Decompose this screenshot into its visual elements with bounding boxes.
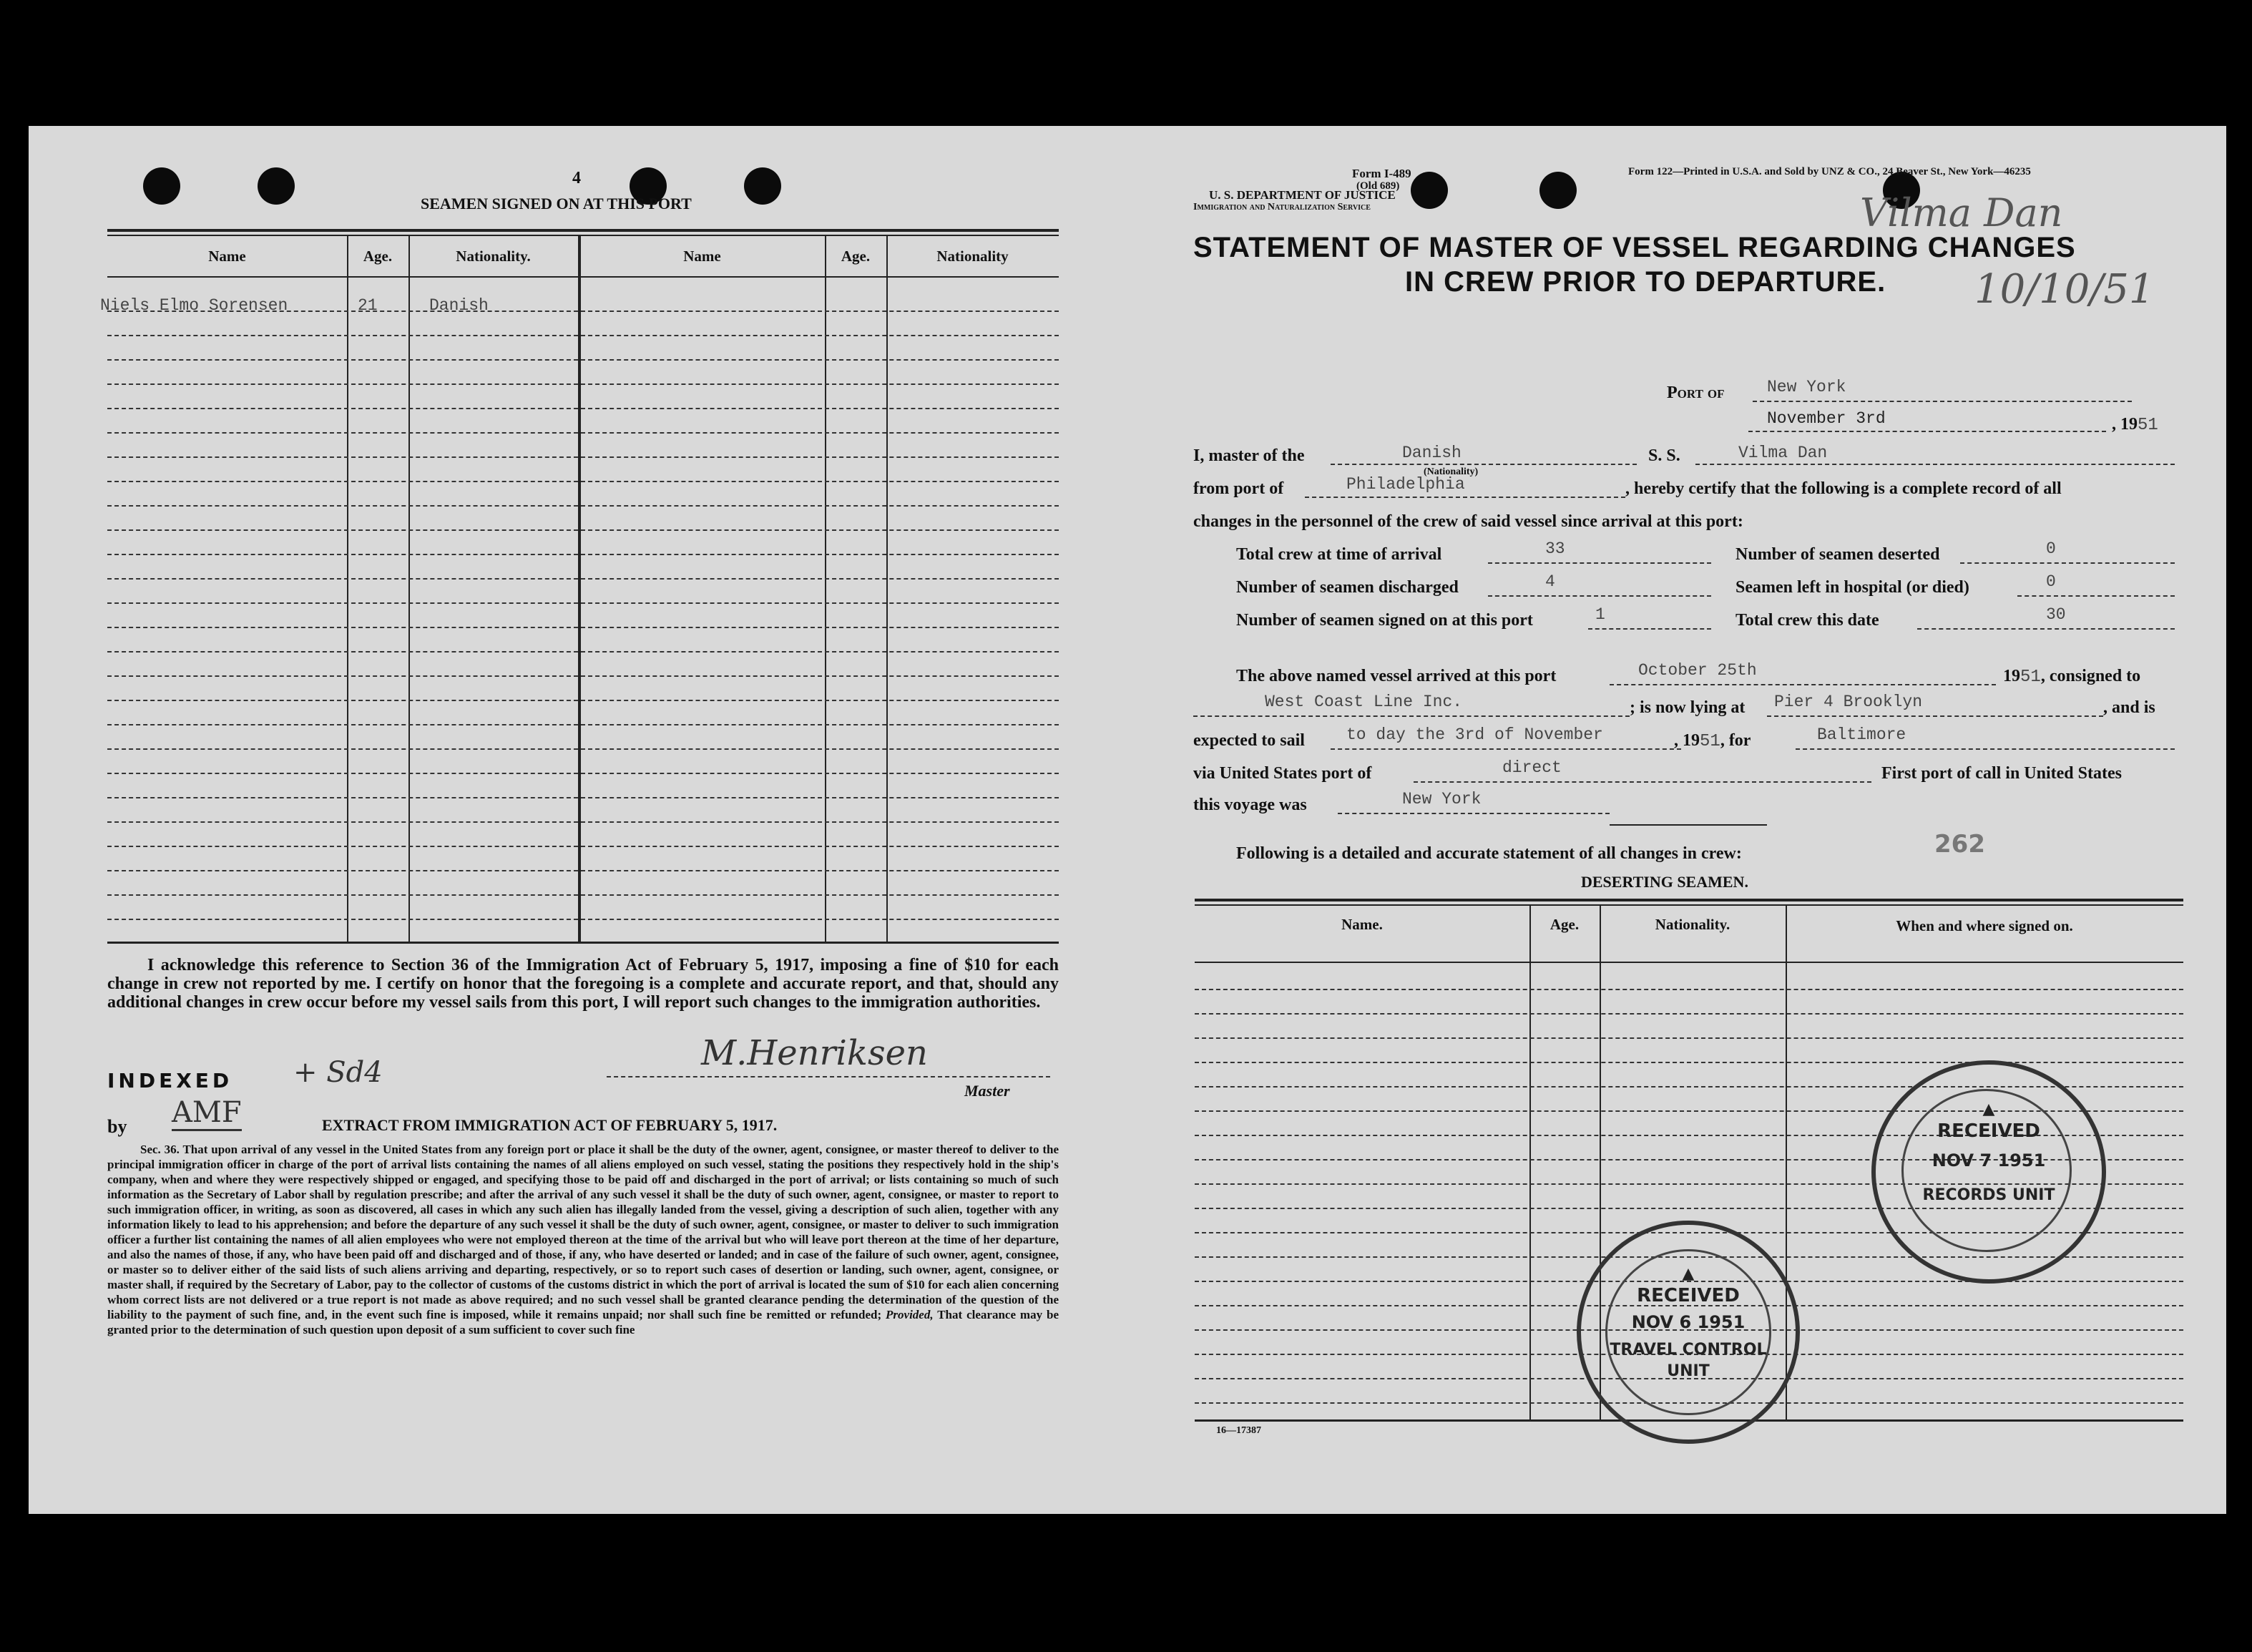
port-of-line bbox=[1753, 401, 2132, 402]
signed-on-label: Number of seamen signed on at this port bbox=[1236, 611, 1533, 630]
arrived-year: 1951, consigned to bbox=[2003, 667, 2141, 687]
by-label: by bbox=[107, 1116, 127, 1137]
stamp-arrow-icon: ▲ bbox=[1682, 1265, 1695, 1283]
sec-label: Sec. 36. bbox=[140, 1143, 180, 1156]
table-bottom-rule bbox=[107, 942, 1059, 944]
this-voyage-label: this voyage was bbox=[1193, 796, 1307, 814]
total-this-date-label: Total crew this date bbox=[1735, 611, 1879, 630]
ruled-row-line bbox=[107, 748, 1059, 750]
ruled-row-line bbox=[107, 651, 1059, 653]
stamp-received: RECEIVED bbox=[1637, 1285, 1740, 1306]
via-label: via United States port of bbox=[1193, 764, 1372, 783]
short-rule bbox=[1610, 824, 1767, 826]
punch-hole bbox=[258, 167, 295, 205]
handwritten-vessel: Vilma Dan bbox=[1860, 190, 2063, 235]
table-row-age: 21 bbox=[358, 296, 378, 315]
ruled-row-line bbox=[107, 602, 1059, 604]
nationality-value: Danish bbox=[1402, 444, 1462, 462]
hospital-label: Seamen left in hospital (or died) bbox=[1735, 578, 1969, 597]
stamp-date: NOV 6 1951 bbox=[1631, 1312, 1746, 1332]
ruled-row-line bbox=[107, 627, 1059, 628]
stamp-number: 262 bbox=[1934, 830, 1985, 859]
by-initials: AMF bbox=[172, 1096, 242, 1131]
ruled-row-line bbox=[107, 529, 1059, 531]
consignee-line bbox=[1193, 715, 1630, 717]
ruled-row-line bbox=[107, 554, 1059, 555]
this-voyage-value: New York bbox=[1402, 790, 1482, 808]
from-port-value: Philadelphia bbox=[1346, 475, 1465, 494]
col-header-when-where: When and where signed on. bbox=[1896, 917, 2073, 934]
count-line bbox=[1488, 595, 1711, 597]
for-line bbox=[1796, 748, 2175, 750]
extract-text bbox=[107, 1142, 1059, 1337]
stamp-unit-name: RECORDS UNIT bbox=[1922, 1186, 2055, 1204]
table-row-name: Niels Elmo Sorensen bbox=[100, 296, 288, 315]
total-crew-arrival-value: 33 bbox=[1545, 539, 1565, 558]
footer-code: 16—17387 bbox=[1216, 1425, 1261, 1436]
ruled-row-line bbox=[107, 919, 1059, 920]
column-divider bbox=[825, 235, 826, 942]
column-divider bbox=[578, 235, 581, 942]
expected-value: to day the 3rd of November bbox=[1346, 725, 1603, 744]
ruled-row-line bbox=[107, 773, 1059, 774]
lying-label: ; is now lying at bbox=[1630, 698, 1746, 717]
lying-line bbox=[1767, 715, 2103, 717]
table-header-rule bbox=[107, 276, 1059, 278]
ruled-row-line bbox=[1195, 989, 2183, 990]
deserting-header: DESERTING SEAMEN. bbox=[1581, 873, 1748, 891]
discharged-value: 4 bbox=[1545, 572, 1555, 591]
page-number: 4 bbox=[572, 169, 581, 187]
count-line bbox=[1960, 562, 2175, 564]
stamp-received: RECEIVED bbox=[1937, 1120, 2040, 1142]
nationality-line bbox=[1331, 464, 1637, 465]
printer-line: Form 122—Printed in U.S.A. and Sold by UNZ & CO., 24 Beaver St., New York—46235 bbox=[1628, 166, 2031, 177]
form-title bbox=[1193, 230, 2188, 299]
expected-year-value: 51 bbox=[1700, 732, 1720, 751]
from-port-label: from port of bbox=[1193, 479, 1284, 498]
ruled-row-line bbox=[107, 359, 1059, 361]
ruled-row-line bbox=[107, 578, 1059, 580]
arrived-line bbox=[1610, 684, 1996, 685]
consigned-label: , consigned to bbox=[2040, 667, 2141, 685]
for-label: , for bbox=[1720, 731, 1751, 750]
table-top-rule bbox=[1195, 904, 2183, 906]
lying-value: Pier 4 Brooklyn bbox=[1774, 693, 1923, 711]
signature-line bbox=[607, 1076, 1050, 1077]
ruled-row-line bbox=[107, 675, 1059, 677]
ruled-row-line bbox=[107, 432, 1059, 434]
count-line bbox=[2017, 595, 2175, 597]
from-port-line bbox=[1305, 497, 1625, 498]
received-stamp-travel-control bbox=[1577, 1221, 1800, 1444]
year-prefix-text: 19 bbox=[2120, 415, 2138, 434]
ss-label: S. S. bbox=[1648, 446, 1680, 465]
col-header-name: Name. bbox=[1341, 916, 1383, 933]
document-sheet bbox=[29, 126, 2226, 1514]
punch-hole bbox=[744, 167, 781, 205]
column-divider bbox=[886, 235, 888, 942]
table-top-rule bbox=[107, 229, 1059, 232]
year-prefix: , 1951 bbox=[2112, 415, 2158, 435]
acknowledgement-text: I acknowledge this reference to Section 36 of the Immigration Act of February 5, 1917, imposing a fine of $10 for each change in crew not reported by me. I certify on honor that the foregoing is a complete and accurate report, and that, should any additional changes in crew occur before my vessel sails from this port, I will report such changes to the immigration authorities. bbox=[107, 956, 1059, 1012]
ruled-row-line bbox=[107, 846, 1059, 847]
col-header-age: Age. bbox=[841, 248, 871, 265]
arrived-label: The above named vessel arrived at this port bbox=[1236, 667, 1557, 685]
indexed-note: + Sd4 bbox=[293, 1056, 383, 1089]
table-row-nationality: Danish bbox=[429, 296, 489, 315]
ruled-row-line bbox=[107, 894, 1059, 896]
ss-line bbox=[1695, 464, 2175, 465]
sec-tail: That clearance may be granted prior to the determination of such question upon deposit of a sum sufficient to cover such fine bbox=[107, 1308, 1059, 1336]
deserted-label: Number of seamen deserted bbox=[1735, 545, 1940, 564]
stamp-arrow-icon: ▲ bbox=[1982, 1100, 1995, 1118]
ruled-row-line bbox=[1195, 1013, 2183, 1015]
ruled-row-line bbox=[107, 505, 1059, 507]
form-number: Form I-489 bbox=[1352, 167, 1411, 180]
this-voyage-line bbox=[1338, 813, 1610, 814]
master-signature: M.Henriksen bbox=[701, 1033, 928, 1073]
ruled-row-line bbox=[107, 481, 1059, 482]
count-line bbox=[1488, 562, 1711, 564]
expected-year: , 1951, for bbox=[1674, 731, 1751, 751]
expected-line bbox=[1331, 748, 1681, 750]
expected-label: expected to sail bbox=[1193, 731, 1305, 750]
punch-hole bbox=[143, 167, 180, 205]
discharged-label: Number of seamen discharged bbox=[1236, 578, 1459, 597]
col-header-name: Name bbox=[683, 248, 721, 265]
port-of-label: Port of bbox=[1667, 383, 1725, 402]
certify-text: , hereby certify that the following is a complete record of all bbox=[1625, 479, 2062, 498]
first-port-label: First port of call in United States bbox=[1881, 764, 2122, 783]
table-header-rule bbox=[1195, 962, 2183, 963]
ruled-row-line bbox=[107, 383, 1059, 385]
extract-title: EXTRACT FROM IMMIGRATION ACT OF FEBRUARY 5, 1917. bbox=[322, 1116, 778, 1134]
hospital-value: 0 bbox=[2046, 572, 2056, 591]
column-divider bbox=[347, 235, 348, 942]
port-of-value: New York bbox=[1767, 378, 1846, 396]
for-value: Baltimore bbox=[1817, 725, 1906, 744]
ruled-row-line bbox=[1195, 1037, 2183, 1039]
ruled-row-line bbox=[107, 408, 1059, 409]
arrived-year-value: 51 bbox=[2020, 668, 2041, 687]
column-divider bbox=[1529, 904, 1531, 1419]
service: Immigration and Naturalization Service bbox=[1193, 202, 1371, 212]
ruled-row-line bbox=[1195, 1062, 2183, 1063]
form-title-line1: STATEMENT OF MASTER OF VESSEL REGARDING CHANGES bbox=[1193, 232, 2076, 263]
following-text: Following is a detailed and accurate statement of all changes in crew: bbox=[1236, 844, 1742, 863]
stamp-date: NOV 7 1951 bbox=[1932, 1150, 2046, 1170]
left-section-header: SEAMEN SIGNED ON AT THIS PORT bbox=[421, 195, 692, 212]
col-header-nationality: Nationality. bbox=[1655, 916, 1730, 933]
master-label: Master bbox=[964, 1082, 1010, 1100]
deserted-value: 0 bbox=[2046, 539, 2056, 558]
ruled-row-line bbox=[107, 335, 1059, 336]
and-is: , and is bbox=[2103, 698, 2155, 717]
sec-body: That upon arrival of any vessel in the United States from any foreign port or place it shall be the duty of the owner, agent, consignee, or master thereof to deliver to the principal immigration officer in charge of the port of arrival lists containing the names of all aliens employed on such vessel, stating the positions they respectively hold in the ship's company, when and where they were respectively shipped or engaged, and specifying those to be paid off and discharged in the port of arrival; or lists containing so much of such information as the Secretary of Labor shall by regulation prescribe; and after the arrival of any such vessel it shall be the duty of such owner, agent, consignee, or master to report to such immigration officer, in writing, as soon as discovered, all cases in which any such alien has illegally landed from the vessel, giving a description of such alien, together with any information likely to lead to his apprehension; and before the departure of any such vessel it shall be the duty of such owner, agent, consignee, or master to deliver to such immigration officer a further list containing the names of all alien employees who were not employed thereon at the time of the arrival but who will leave port thereon at the time of her departure, and also the names of those, if any, who have been paid off and discharged and of those, if any, who have deserted or landed; and in case of the failure of such owner, agent, consignee, or master so to deliver either of the said lists of such aliens arriving and departing, respectively, or so to report such cases of desertion or landing, such owner, agent, consignee, or master shall, if required by the Secretary of Labor, pay to the collector of customs of the customs district in which the port of arrival is located the sum of $10 for each alien concerning whom correct lists are not delivered or a true report is not made as above required; and no such vessel shall be granted clearance pending the determination of the question of the liability to the payment of such fine, and, in the event such fine is imposed, while it remains unpaid; nor shall such fine be remitted or refunded; bbox=[107, 1143, 1059, 1321]
ruled-row-line bbox=[107, 821, 1059, 823]
year-value: 51 bbox=[2138, 416, 2158, 435]
indexed-stamp: INDEXED bbox=[107, 1069, 233, 1093]
received-stamp-records-unit bbox=[1871, 1060, 2106, 1284]
count-line bbox=[1588, 628, 1711, 630]
via-line bbox=[1414, 781, 1871, 783]
ruled-row-line bbox=[107, 724, 1059, 725]
nationality-caption: (Nationality) bbox=[1424, 466, 1479, 477]
department: U. S. DEPARTMENT OF JUSTICE bbox=[1209, 188, 1396, 202]
date-value: November 3rd bbox=[1767, 409, 1886, 428]
ruled-row-line bbox=[107, 797, 1059, 798]
ruled-row-line bbox=[107, 700, 1059, 701]
master-of-label: I, master of the bbox=[1193, 446, 1305, 465]
col-header-nationality: Nationality. bbox=[456, 248, 531, 265]
stamp-unit: UNIT bbox=[1667, 1362, 1710, 1380]
col-header-age: Age. bbox=[363, 248, 393, 265]
total-crew-arrival-label: Total crew at time of arrival bbox=[1236, 545, 1442, 564]
changes-text: changes in the personnel of the crew of said vessel since arrival at this port: bbox=[1193, 512, 1743, 531]
total-this-date-value: 30 bbox=[2046, 605, 2066, 624]
consignee-value: West Coast Line Inc. bbox=[1265, 693, 1463, 711]
form-title-line2: IN CREW PRIOR TO DEPARTURE. bbox=[1405, 266, 1886, 298]
handwritten-date: 10/10/51 bbox=[1974, 266, 2155, 313]
via-value: direct bbox=[1502, 758, 1562, 777]
sec-provided: Provided, bbox=[886, 1308, 934, 1321]
col-header-name: Name bbox=[208, 248, 246, 265]
ruled-row-line bbox=[107, 870, 1059, 871]
punch-hole bbox=[1539, 172, 1577, 209]
column-divider bbox=[408, 235, 410, 942]
ss-value: Vilma Dan bbox=[1738, 444, 1828, 462]
date-line bbox=[1748, 431, 2106, 432]
ruled-row-line bbox=[107, 456, 1059, 458]
count-line bbox=[1917, 628, 2175, 630]
col-header-nationality: Nationality bbox=[936, 248, 1009, 265]
table-top-rule bbox=[107, 235, 1059, 236]
arrived-value: October 25th bbox=[1638, 661, 1757, 680]
col-header-age: Age. bbox=[1550, 916, 1580, 933]
stamp-unit-name: TRAVEL CONTROL bbox=[1610, 1341, 1767, 1359]
table-top-rule bbox=[1195, 899, 2183, 901]
form-old: (Old 689) bbox=[1356, 180, 1400, 192]
signed-on-value: 1 bbox=[1595, 605, 1605, 624]
